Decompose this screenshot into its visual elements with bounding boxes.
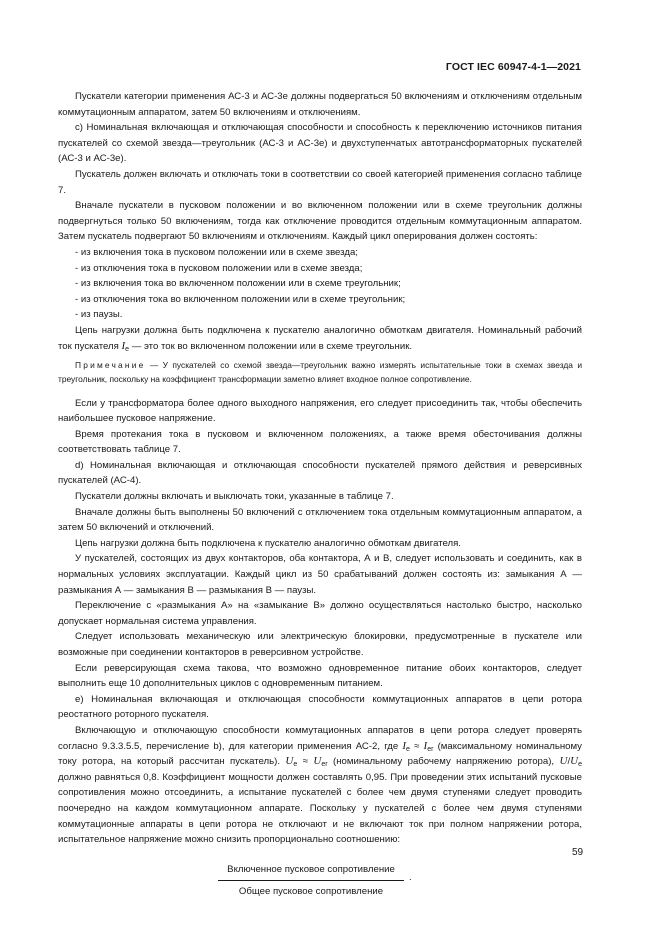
current-symbol: I: [121, 339, 126, 352]
subscript: er: [427, 745, 434, 753]
subscript: e: [578, 761, 582, 769]
paragraph: [58, 323, 582, 354]
subscript: e: [293, 761, 298, 769]
paragraph: d) Номинальная включающая и отключающая способности пускателей прямого действия и реверсивных пускателей (АС-4).: [58, 459, 582, 487]
current-symbol: I: [423, 739, 428, 752]
text-run: (максимальному номинальному току ротора, на который рассчитан пускатель).: [58, 740, 582, 768]
voltage-symbol: U: [313, 755, 322, 768]
paragraph: Вначале пускатели в пусковом положении и во включенном положении или в схеме треугольник должны подвергнуться только 50 включениям, тогда как отключение проводится отдельным коммутационным аппаратом. Затем пускатель подвергают 50 включениям и отключениям. Каждый цикл оперирования должен состоять:: [58, 200, 582, 243]
note-text: — У пускателей со схемой звезда—треугольник важно измерять испытательные токи в схемах звезда и треугольник, поскольку на коэффициент трансформации заметно влияет входное полное сопротивление.: [58, 360, 582, 385]
fraction: [218, 862, 404, 900]
ratio-formula: [58, 862, 582, 912]
list-item: - из паузы.: [75, 309, 123, 321]
paragraph: Цепь нагрузки должна быть подключена к пускателю аналогично обмоткам двигателя.: [75, 537, 461, 549]
paragraph: c) Номинальная включающая и отключающая способности и способность к переключению источников питания пускателей со схемой звезда—треугольник (АС-3 и АС-3е) и двухступенчатых автотрансформаторных пускателей (АС-3 и АС-3е).: [58, 122, 582, 165]
approx-sign: ≈: [297, 756, 314, 768]
list-item: - из отключения тока в пусковом положении или в схеме звезда;: [75, 262, 363, 274]
paragraph: [58, 723, 582, 848]
paragraph: Время протекания тока в пусковом и включенном положениях, а также время обесточивания должны соответствовать таблице 7.: [58, 428, 582, 456]
voltage-symbol: U: [570, 755, 579, 768]
subscript: er: [321, 761, 328, 769]
subscript: e: [125, 345, 130, 353]
text-run: должно равняться 0,8. Коэффициент мощности должен составлять 0,95. При проведении этих испытаний пусковые сопротивления можно отсоединить, а испытание пускателей с более чем двумя ступенями следует проводить поочередно на каждом коммутационном аппарате. Поскольку у пускателей с более чем двумя ступенями коммутационные аппараты в цепи ротора не отключают и не включают ток при полном напряжении ротора, испытательное напряжение можно снизить пропорционально соотношению:: [58, 771, 582, 846]
formula-period: .: [409, 871, 412, 883]
paragraph: Вначале должны быть выполнены 50 включений с отключением тока отдельным коммутационным аппаратом, а затем 50 включений и отключений.: [58, 506, 582, 534]
subscript: e: [406, 745, 410, 753]
list-item: - из включения тока во включенном положении или в схеме треугольник;: [75, 278, 401, 290]
paragraph: Следует использовать механическую или электрическую блокировки, предусмотренные в пускателе или возможные при соединении контакторов в реверсивном устройстве.: [58, 631, 582, 658]
page-body: [58, 89, 582, 912]
paragraph: e) Номинальная включающая и отключающая способности коммутационных аппаратов в цепи ротора реостатного роторного пускателя.: [58, 693, 582, 721]
text-run: Включающую и отключающую способности коммутационных аппаратов в цепи ротора следует проверять согласно 9.3.3.5.5, перечисление b), для категории применения АС-2, где: [58, 724, 582, 752]
approx-sign: ≈: [409, 740, 424, 752]
list-item: - из отключения тока во включенном положении или в схеме треугольник;: [75, 293, 406, 305]
slash: /: [567, 756, 571, 768]
paragraph: Пускатели категории применения АС-3 и АС-3е должны подвергаться 50 включениям и отключениям отдельным коммутационным аппаратом, затем 50 включениям и отключениям.: [58, 91, 582, 118]
list-item: - из включения тока в пусковом положении или в схеме звезда;: [75, 246, 358, 258]
text-run: — это ток во включенном положении или в схеме треугольник.: [129, 340, 413, 352]
paragraph: У пускателей, состоящих из двух контакторов, оба контактора, А и В, следует использовать и соединить, как в нормальных условиях эксплуатации. Каждый цикл из 50 срабатываний должен состоять из: замыкания А — размыкания А — замыкания В — размыкания В — паузы.: [58, 553, 582, 596]
fraction-denominator: Общее пусковое сопротивление: [238, 886, 384, 898]
text-run: (номинальному рабочему напряжению ротора),: [327, 756, 560, 768]
paragraph: Если у трансформатора более одного выходного напряжения, его следует присоединить так, чтобы обеспечить наибольшее пусковое напряжение.: [58, 397, 582, 425]
paragraph: Пускатели должны включать и выключать токи, указанные в таблице 7.: [75, 491, 394, 503]
page-number: 59: [572, 847, 584, 858]
fraction-numerator: Включенное пусковое сопротивление: [218, 862, 404, 882]
voltage-symbol: U: [285, 755, 294, 768]
standard-header: ГОСТ IEC 60947-4-1—2021: [445, 61, 581, 73]
text-run: Цепь нагрузки должна быть подключена к пускателю аналогично обмоткам двигателя. Номинальный рабочий ток пускателя: [58, 324, 582, 352]
paragraph: Пускатель должен включать и отключать токи в соответствии со своей категорией применения согласно таблице 7.: [58, 168, 582, 196]
voltage-symbol: U: [559, 755, 568, 768]
current-symbol: I: [402, 739, 407, 752]
note-label: Примечание: [75, 360, 146, 371]
paragraph: Переключение с «размыкания А» на «замыкание В» должно осуществляться настолько быстро, насколько допускает нормальная система управления.: [58, 600, 582, 627]
note: [58, 358, 582, 386]
paragraph: Если реверсирующая схема такова, что возможно одновременное питание обоих контакторов, следует выполнить еще 10 дополнительных циклов с одновременным питанием.: [58, 662, 582, 690]
